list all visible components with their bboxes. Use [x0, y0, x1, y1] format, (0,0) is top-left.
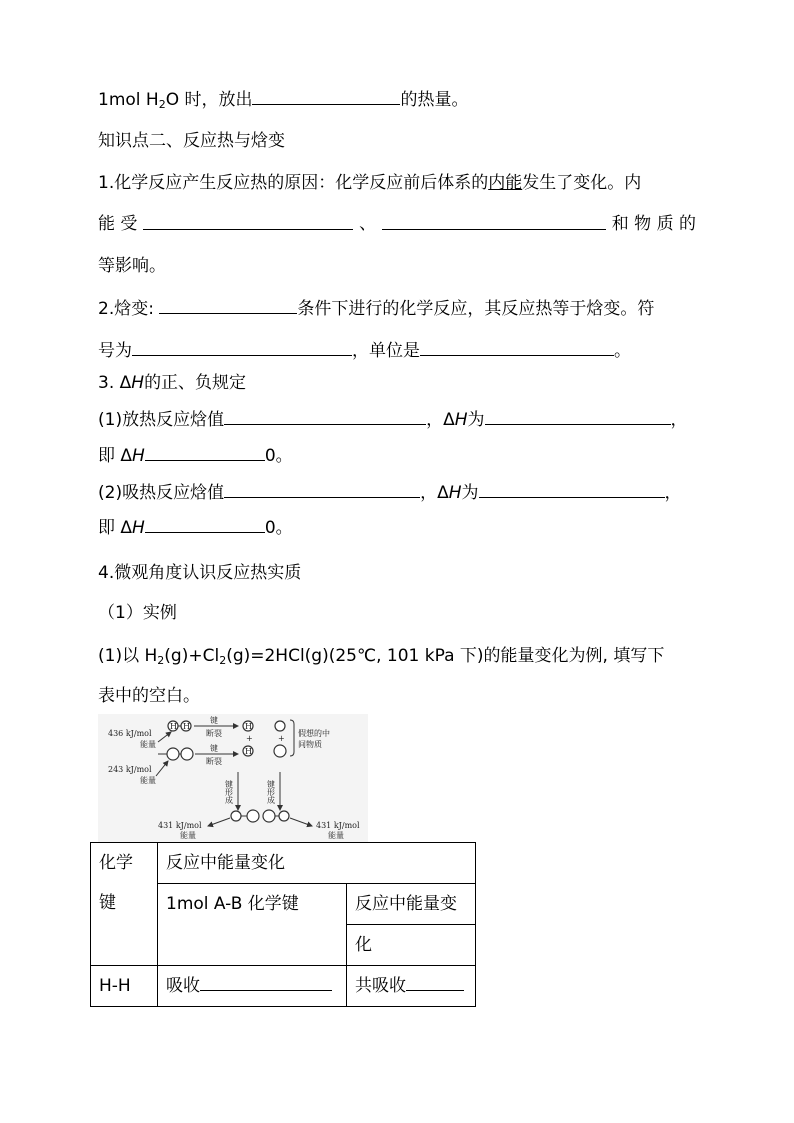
h2-molecule: [168, 721, 191, 731]
header-bond: [91, 843, 158, 966]
endo2-end: 0。: [264, 518, 293, 538]
h2o-text-2: O 时，放出: [165, 90, 253, 110]
exo-dh-a: ，Δ: [426, 410, 455, 430]
blank-unit[interactable]: [420, 339, 614, 356]
energy-243: 243 kJ/mol: [108, 765, 152, 774]
svg-text:+: +: [278, 734, 285, 743]
exo2-h: H: [132, 446, 145, 466]
break2-label-b: 断裂: [206, 757, 222, 766]
energy-431-right: 431 kJ/mol: [316, 821, 360, 830]
row-hh-absorb-label: 吸收: [166, 976, 200, 996]
internal-energy-term: 内能: [488, 173, 523, 193]
blank-endo-dh[interactable]: [479, 481, 665, 498]
item3-title: [98, 372, 246, 394]
form1-label: 键形成: [224, 780, 234, 804]
form2-label: 键形成: [266, 780, 276, 804]
blank-symbol[interactable]: [132, 339, 352, 356]
svg-text:H: H: [245, 722, 252, 731]
exo-end: ，: [670, 410, 688, 430]
h2o-line: [98, 88, 468, 111]
ex-a: (1)以 H: [98, 646, 158, 666]
item4-sub1: （1）实例: [98, 603, 177, 623]
intermediate-label-a: 假想的中: [298, 729, 330, 738]
ex-sub2: 2: [219, 654, 227, 667]
endo-dh-c: 为: [461, 483, 479, 503]
energy-diagram: [98, 714, 368, 842]
energy-431-right-label: 能量: [328, 831, 344, 840]
h2o-sub: 2: [158, 98, 166, 111]
endo2-a: 即 Δ: [98, 518, 133, 538]
svg-text:H: H: [183, 722, 190, 731]
endo-dh-a: ，Δ: [420, 483, 449, 503]
h2o-end: 的热量。: [400, 90, 469, 110]
item3-title-h: H: [131, 373, 145, 393]
section-heading: 知识点二、反应热与焓变: [98, 131, 285, 151]
energy-431-left-label: 能量: [180, 831, 196, 840]
item2-text-a: 2.焓变:: [98, 299, 154, 319]
item3-exo-line: [98, 408, 688, 431]
item4-example: [98, 645, 664, 667]
item2-end: 。: [614, 341, 631, 361]
exo2-end: 0。: [264, 446, 293, 466]
item1-text-end: 发生了变化。内: [522, 173, 642, 193]
row-hh-total-label: 共吸收: [355, 976, 406, 996]
header-total-b: 化: [347, 925, 476, 966]
item2-text-b: 条件下进行的化学反应，其反应热等于焓变。符: [297, 299, 655, 319]
blank-hh-total[interactable]: [406, 974, 464, 991]
blank-exo-enthalpy[interactable]: [224, 408, 426, 425]
break2-label-a: 键: [210, 744, 218, 753]
blank-influence-2[interactable]: [382, 213, 606, 230]
item1-text: 1.化学反应产生反应热的原因：化学反应前后体系的: [98, 173, 489, 193]
energy-436-label: 能量: [140, 740, 156, 749]
blank-endo-compare[interactable]: [145, 516, 265, 533]
energy-431-left: 431 kJ/mol: [158, 821, 202, 830]
blank-influence-1[interactable]: [143, 213, 353, 230]
endo-end: ，: [664, 483, 682, 503]
header-energy-change: 反应中能量变化: [158, 843, 476, 884]
h2o-text: 1mol H: [98, 90, 159, 110]
item3-title-b: 的正、负规定: [144, 373, 247, 393]
ex-sub1: 2: [157, 654, 165, 667]
row-hh-absorb: [158, 966, 347, 1007]
item2-symbol-label: 号为: [98, 341, 132, 361]
blank-exo-compare[interactable]: [145, 444, 265, 461]
header-bond-b: 键: [99, 893, 116, 913]
endo-dh-h: H: [448, 483, 462, 503]
item1-line1: [98, 172, 641, 194]
blank-exo-dh[interactable]: [485, 408, 671, 425]
item3-title-a: 3. Δ: [98, 373, 132, 393]
item4-example-2: 表中的空白。: [98, 686, 200, 706]
energy-436: 436 kJ/mol: [108, 729, 152, 738]
endo-label: (2)吸热反应焓值: [98, 483, 225, 503]
blank-condition[interactable]: [159, 297, 297, 314]
svg-text:H: H: [170, 722, 177, 731]
svg-text:H: H: [245, 747, 252, 756]
energy-243-label: 能量: [140, 776, 156, 785]
item3-endo-line2: [98, 516, 293, 539]
header-bond-a: 化学: [99, 853, 133, 873]
item1-line2-a: 能 受: [98, 214, 138, 234]
item3-endo-line: [98, 481, 682, 504]
item1-line2: [98, 213, 696, 235]
item1-sep: 、: [359, 214, 377, 234]
blank-endo-enthalpy[interactable]: [224, 481, 420, 498]
hcl-molecules: [231, 810, 289, 822]
exo-dh-c: 为: [467, 410, 485, 430]
item2-unit-label: ，单位是: [352, 341, 420, 361]
item3-exo-line2: [98, 444, 293, 467]
bond-energy-diagram: [98, 714, 368, 842]
cl2-molecule: [158, 748, 193, 760]
break1-label-b: 断裂: [206, 729, 222, 738]
item1-line3: 等影响。: [98, 256, 166, 276]
blank-hh-absorb[interactable]: [200, 974, 332, 991]
exo2-a: 即 Δ: [98, 446, 133, 466]
energy-table: [90, 842, 476, 1007]
exo-dh-h: H: [454, 410, 468, 430]
blank-heat-released[interactable]: [252, 88, 400, 105]
row-hh-bond: H-H: [91, 966, 158, 1007]
item2-line1: [98, 297, 654, 320]
row-hh-total: [347, 966, 476, 1007]
exo-label: (1)放热反应焓值: [98, 410, 225, 430]
cl-atom-1: [275, 721, 285, 731]
break1-label-a: 键: [210, 716, 218, 725]
endo2-h: H: [132, 518, 145, 538]
cl-atom-2: [274, 745, 286, 757]
intermediate-label-b: 间物质: [298, 740, 322, 749]
item2-line2: [98, 339, 631, 362]
item4-title: 4.微观角度认识反应热实质: [98, 563, 302, 583]
header-1mol: 1mol A-B 化学键: [158, 884, 347, 966]
svg-text:+: +: [246, 734, 253, 743]
ex-b: (g)+Cl: [164, 646, 220, 666]
item1-line2-b: 和 物 质 的: [611, 214, 696, 234]
ex-c: (g)=2HCl(g)(25℃, 101 kPa 下)的能量变化为例, 填写下: [226, 646, 665, 666]
header-total-a: 反应中能量变: [347, 884, 476, 925]
